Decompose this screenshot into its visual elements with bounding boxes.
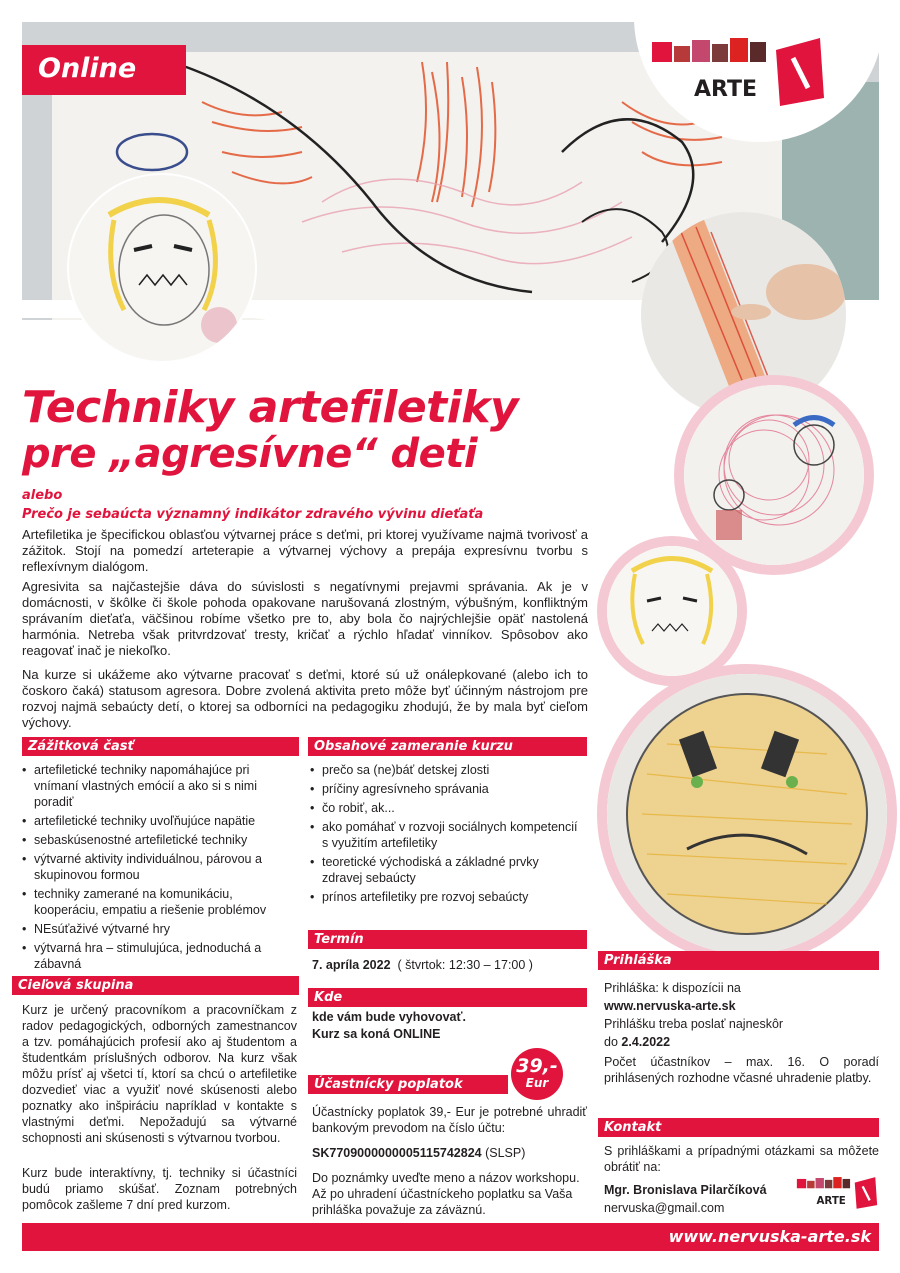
zazitkova-item: • artefiletické techniky napomáhajúce pri vnímaní vlastných emócií a ako si s nimi poradiť xyxy=(22,762,284,810)
price-badge xyxy=(511,1048,563,1100)
kde-line-1: kde vám bude vyhovovať. xyxy=(312,1010,466,1024)
nervuska-arte-logo-small xyxy=(795,1172,879,1212)
intro-paragraph-2: Agresivita sa najčastejšie dáva do súvislosti s negatívnymi prejavmi správania. Ak je v domácnosti, v škôlke či škole pohoda opakovane narušovaná zlostným, výbušným, konfliktným správaním dieťaťa, väčšinou robíme všetko pre to, aby bola čo najrýchlejšie opäť nastolená harmónia. Netreba však pritvrdzovať tresty, kričať a rýchlo hľadať vinníkov. Spôsobov ako reagovať inač je niekoľko. xyxy=(22,579,588,658)
obsahove-item: • prečo sa (ne)báť detskej zlosti xyxy=(310,762,580,778)
zazitkova-item: • sebaskúsenostné artefiletické techniky xyxy=(22,832,284,848)
price-number: 39,- xyxy=(516,1055,558,1077)
prihlaska-url-link[interactable]: www.nervuska-arte.sk xyxy=(604,999,736,1013)
intro-paragraph-1: Artefiletika je špecifickou oblasťou výtvarnej práce s deťmi, pri ktorej využívame najmä tvorivosť a zážitok. Stojí na pomedzí arteterapie a výtvarnej výchovy a prepája expresívnu tvorbu s reflexívnym dialógom. xyxy=(22,527,588,574)
prihlaska-deadline-line xyxy=(604,1034,879,1050)
photo-circle-face-left xyxy=(67,173,257,363)
termin-date: 7. apríla 2022 xyxy=(312,958,391,972)
zazitkova-item: • techniky zamerané na komunikáciu, kooperáciu, empatiu a riešenie problémov xyxy=(22,886,284,918)
section-heading-termin: Termín xyxy=(308,930,587,949)
zazitkova-item: • NEsúťaživé výtvarné hry xyxy=(22,921,284,937)
kontakt-email-link[interactable]: nervuska@gmail.com xyxy=(604,1201,725,1215)
prihlaska-capacity: Počet účastníkov – max. 16. O poradí prihlásených rozhodne včasné uhradenie platby. xyxy=(604,1055,879,1085)
poplatok-note: Do poznámky uveďte meno a názov workshopu. Až po uhradení účastníckeho poplatku sa Vaša prihláška považuje za záväznú. xyxy=(312,1171,580,1217)
zazitkova-item: • výtvarná hra – stimulujúca, jednoduchá a zábavná xyxy=(22,940,284,972)
termin-time: ( štvrtok: 12:30 – 17:00 ) xyxy=(397,958,533,972)
cielova-paragraph-1: Kurz je určený pracovníkom a pracovníčkam z radov pedagogických, odborných zamestnancov a tzv. pomáhajúcich profesií ako aj študentom a študentkám príslušných odborov. Na kurz však môžu prísť aj všetci tí, ktorí sa chcú o artefiletike dozvedieť viac a využiť nové skúsenosti alebo poznatky ako inšpiráciu napríklad v kontakte s vlastnými deťmi. Nepožadujú sa výtvarné schopnosti ani skúsenosti s výtvarnou tvorbou. xyxy=(22,1003,297,1145)
prihlaska-do-prefix: do xyxy=(604,1035,618,1049)
zazitkova-list xyxy=(22,762,284,975)
photo-circle-face-small xyxy=(607,546,737,676)
footer-url-link[interactable]: www.nervuska-arte.sk xyxy=(668,1227,871,1246)
photo-circle-kids-drawing xyxy=(684,385,864,565)
intro-paragraph-3: Na kurze si ukážeme ako výtvarne pracovať s deťmi, ktoré sú už onálepkované (alebo ich to čoskoro čaká) statusom agresora. Dobre zvolená aktivita preto môže byť účinným nástrojom pre rozvoj najmä sebaúcty detí, o ktorej sa odborníci na pedagogiku zhodujú, že by mala byť cieľom výchovy. xyxy=(22,667,588,730)
page-subtitle: Prečo je sebaúcta významný indikátor zdravého vývinu dieťaťa xyxy=(22,507,484,522)
title-line-1: Techniky artefiletiky xyxy=(22,382,519,433)
footer-bar xyxy=(22,1223,879,1251)
svg-text:ARTE: ARTE xyxy=(816,1195,846,1208)
obsahove-list xyxy=(310,762,580,908)
section-heading-kde: Kde xyxy=(308,988,587,1007)
poplatok-text: Účastnícky poplatok 39,- Eur je potrebné uhradiť bankovým prevodom na číslo účtu: xyxy=(312,1105,587,1135)
price-currency: Eur xyxy=(525,1076,549,1090)
obsahove-item: • čo robiť, ak... xyxy=(310,800,580,816)
prihlaska-deadline: 2.4.2022 xyxy=(621,1035,671,1049)
kontakt-text: S prihláškami a prípadnými otázkami sa môžete obrátiť na: xyxy=(604,1144,879,1174)
prihlaska-line-1: Prihláška: k dispozícii na xyxy=(604,981,741,995)
section-heading-obsahove: Obsahové zameranie kurzu xyxy=(308,737,587,756)
online-badge-label: Online xyxy=(38,53,137,84)
online-badge xyxy=(22,45,186,95)
section-heading-prihlaska: Prihláška xyxy=(598,951,879,970)
kontakt-name: Mgr. Bronislava Pilarčíková xyxy=(604,1183,767,1197)
obsahove-item: • ako pomáhať v rozvoji sociálnych kompetencií s využitím artefiletiky xyxy=(310,819,580,851)
obsahove-item: • teoretické východiská a základné prvky zdravej sebaúcty xyxy=(310,854,580,886)
photo-circle-sad-face xyxy=(607,674,887,954)
section-heading-cielova: Cieľová skupina xyxy=(12,976,299,995)
zazitkova-item: • artefiletické techniky uvoľňujúce napätie xyxy=(22,813,284,829)
alebo-label: alebo xyxy=(22,488,63,503)
title-line-2: pre „agresívne“ deti xyxy=(22,431,478,477)
section-heading-zazitkova: Zážitková časť xyxy=(22,737,299,756)
prihlaska-line-2: Prihlášku treba poslať najneskôr xyxy=(604,1017,784,1031)
termin-text xyxy=(312,957,587,973)
kde-line-2: Kurz sa koná ONLINE xyxy=(312,1027,441,1041)
bank-account-number: SK7709000000005115742824 xyxy=(312,1146,482,1160)
section-heading-poplatok: Účastnícky poplatok xyxy=(308,1075,508,1094)
svg-text:ARTE: ARTE xyxy=(694,77,758,102)
page-title xyxy=(22,384,622,476)
nervuska-arte-logo xyxy=(648,30,828,110)
poplatok-account-line xyxy=(312,1145,587,1161)
zazitkova-item: • výtvarné aktivity individuálnou, párovou a skupinovou formou xyxy=(22,851,284,883)
cielova-paragraph-2: Kurz bude interaktívny, tj. techniky si účastníci budú priamo skúšať. Zoznam potrebných pomôcok zašleme 7 dní pred kurzom. xyxy=(22,1166,297,1212)
obsahove-item: • prínos artefiletiky pre rozvoj sebaúcty xyxy=(310,889,580,905)
bank-name: (SLSP) xyxy=(485,1146,526,1160)
obsahove-item: • príčiny agresívneho správania xyxy=(310,781,580,797)
section-heading-kontakt: Kontakt xyxy=(598,1118,879,1137)
